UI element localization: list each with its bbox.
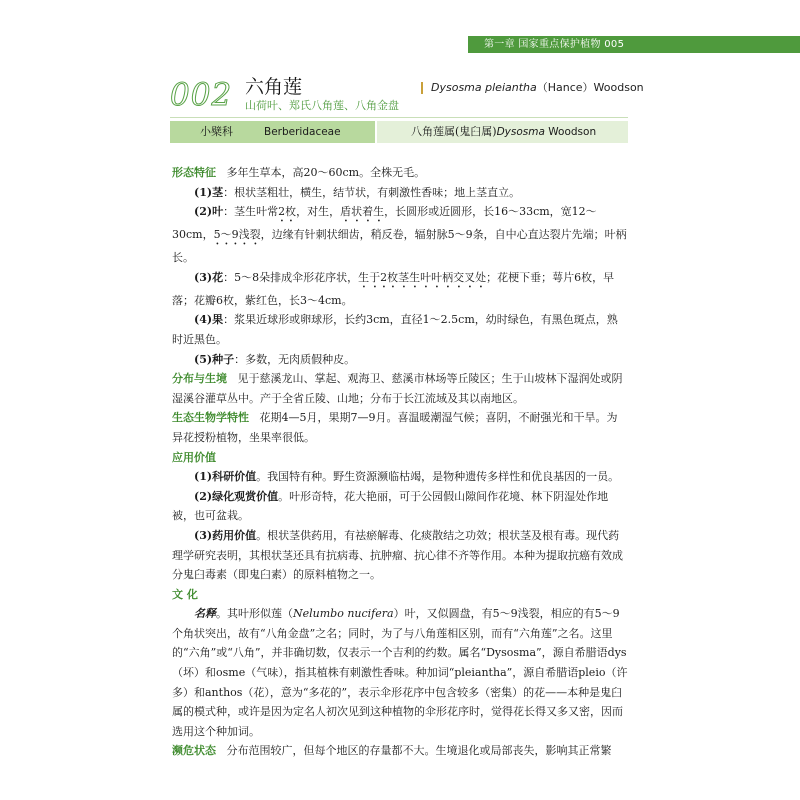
- culture-heading: 文 化: [172, 587, 198, 601]
- morph-heading: 形态特征: [172, 166, 216, 179]
- genus-band: [377, 121, 628, 143]
- morph-stem: (1)茎：根状茎粗壮，横生，结节状，有刺激性香味；地上茎直立。: [194, 185, 521, 199]
- genus-latin: Dysosma: [496, 126, 545, 138]
- morph-flower: (3)花：5～8朵排成伞形花序状，生于2枚茎生叶叶柄交叉处；花梗下垂；萼片6枚，早落；花瓣6枚，紫红色，长3～4cm。: [172, 270, 615, 307]
- value-research: (1)科研价值。我国特有种。野生资源濒临枯竭，是物种遗传多样性和优良基因的一员。: [194, 470, 620, 484]
- morph-leaf: (2)叶：茎生叶常2枚，对生，盾状着生，长圆形或近圆形，长16～33cm，宽12～30cm，5～9浅裂，边缘有针刺状细齿，稍反卷，辐射脉5～9条，自中心直达裂片先端；叶柄长。: [172, 205, 627, 265]
- latin-epithet: pleiantha: [485, 81, 537, 94]
- culture-name-explanation: 名释。其叶形似莲（Nelumbo nucifera）叶，又似圆盘，有5～9浅裂，相应的有5～9个角状突出，故有“八角金盘”之名；同时，为了与八角莲相区别，而有“六角莲”之名。这里的“六角”或“八角”，并非确切数，仅表示一个吉利的约数。属名“Dysosma”，源自希腊语dys（坏）和osme（气味），指其植株有刺激性香味。种加词“pleiantha”，源自希腊语pleio（许多）和anthos（花），意为“多花的”，表示伞形花序中包含较多（密集）的花——本种是鬼臼属的模式种，或许是因为定名人初次见到这种植物的伞形花序时，觉得花长得又多又密，因而选用这个种加词。: [172, 607, 628, 738]
- family-latin: Berberidaceae: [264, 126, 341, 138]
- species-aliases: 山荷叶、郑氏八角莲、八角金盘: [245, 99, 399, 112]
- genus-authority: Woodson: [548, 126, 597, 138]
- latin-name-divider: [421, 82, 423, 94]
- ecology-heading: 生态生物学特性: [172, 411, 249, 425]
- ecology-section: 生态生物学特性 花期4—5月，果期7—9月。喜温暖潮湿气候；喜阴，不耐强光和干旱。为异花授粉植物，坐果率很低。: [172, 411, 618, 444]
- value-heading: 应用价值: [172, 450, 216, 464]
- species-description: [172, 163, 628, 761]
- morph-fruit: (4)果：浆果近球形或卵球形，长约3cm，直径1～2.5cm，幼时绿色，有黑色斑点，熟时近黑色。: [172, 313, 618, 346]
- value-ornamental: (2)绿化观赏价值。叶形奇特，花大艳丽，可于公园假山隙间作花境、林下阴湿处作地被，也可盆栽。: [172, 489, 609, 523]
- value-medicinal: (3)药用价值。根状茎供药用，有祛瘀解毒、化痰散结之功效；根状茎及根有毒。现代药理学研究表明，其根状茎还具有抗病毒、抗肿瘤、抗心律不齐等作用。本种为提取抗癌有效成分鬼臼毒素（即鬼臼素）的原料植物之一。: [172, 528, 623, 582]
- species-title: 六角莲: [245, 76, 303, 98]
- culture-heading-line: [172, 585, 628, 605]
- species-number: 002: [170, 77, 233, 113]
- family-band: [170, 121, 375, 143]
- family-label: 小檗科: [200, 125, 233, 138]
- genus-label: 八角莲属(鬼臼属): [411, 125, 497, 138]
- distribution-heading: 分布与生境: [172, 372, 227, 386]
- value-heading-line: [172, 448, 628, 468]
- genus-info: [411, 121, 596, 143]
- morph-intro: 形态特征 多年生草本，高20～60cm。全株无毛。: [172, 166, 426, 179]
- endangered-section: 濒危状态 分布范围较广，但每个地区的存量都不大。生境退化或局部丧失，影响其正常繁: [172, 744, 612, 758]
- latin-authority: （Hance）Woodson: [536, 81, 644, 94]
- latin-genus: Dysosma: [431, 81, 482, 94]
- family-top-rule: [170, 117, 628, 118]
- endangered-heading: 濒危状态: [172, 744, 216, 758]
- latin-name: [431, 80, 644, 96]
- chapter-header: 第一章 国家重点保护植物 005: [484, 39, 625, 50]
- morph-seed: (5)种子：多数，无肉质假种皮。: [194, 352, 356, 366]
- distribution-section: 分布与生境 见于慈溪龙山、掌起、观海卫、慈溪市林场等丘陵区；生于山坡林下湿润处或阴湿溪谷灌草丛中。产于全省丘陵、山地；分布于长江流域及其以南地区。: [172, 372, 623, 405]
